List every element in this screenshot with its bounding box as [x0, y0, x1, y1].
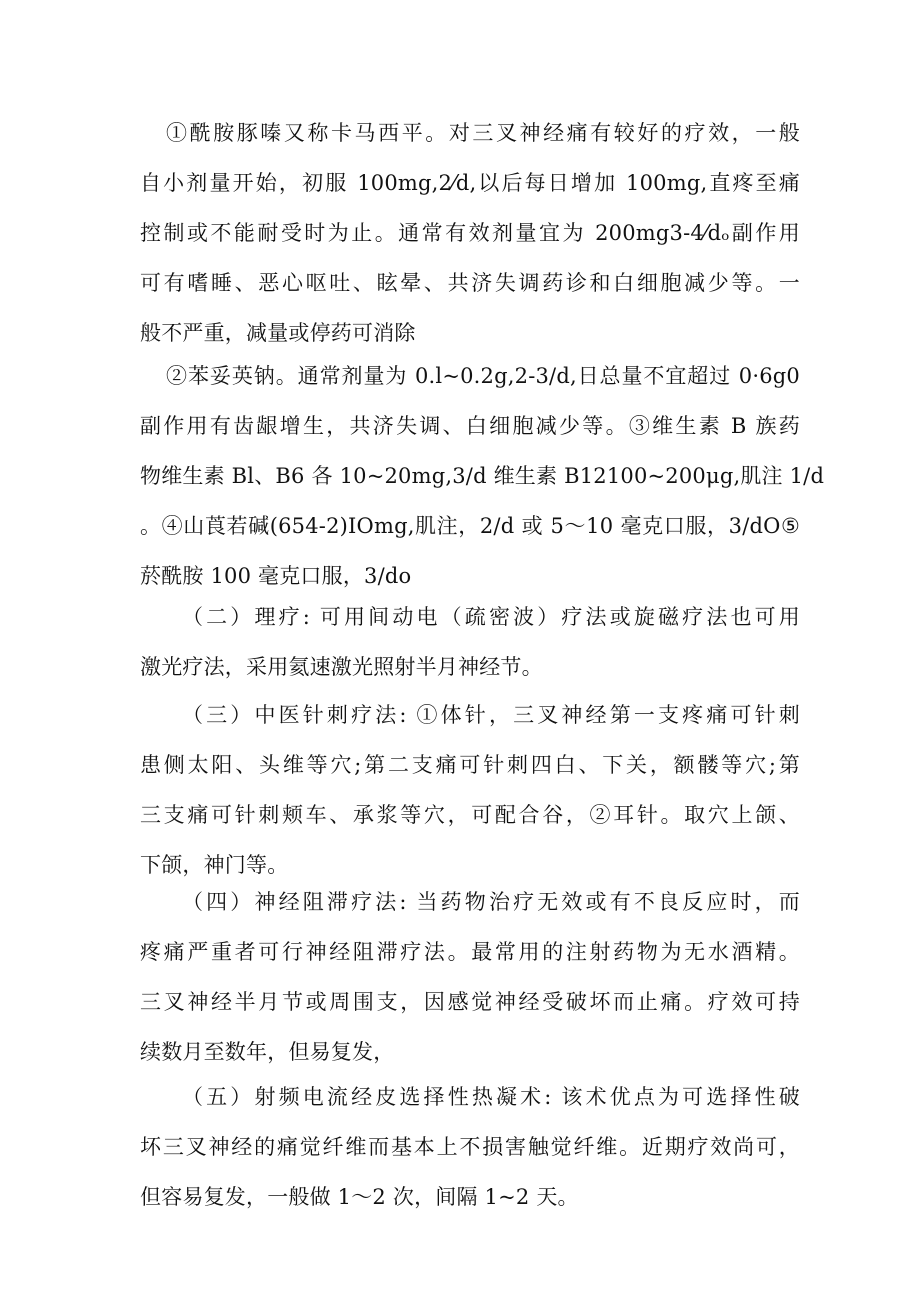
text-line: （五）射频电流经皮选择性热凝术: 该术优点为可选择性破 [182, 1085, 800, 1109]
text-line: （二）理疗: 可用间动电（疏密波）疗法或旋磁疗法也可用 [182, 605, 800, 629]
paragraph-acupuncture [140, 690, 800, 890]
text-line: 控制或不能耐受时为止。通常有效剂量宜为 200mg3-4⁄dₒ副作用 [140, 221, 800, 245]
text-line: 患侧太阳、头维等穴;第二支痛可针刺四白、下关，额髅等穴;第 [140, 753, 800, 777]
text-line: （四）神经阻滞疗法: 当药物治疗无效或有不良反应时，而 [182, 890, 800, 914]
text-line: ①酰胺豚嗪又称卡马西平。对三叉神经痛有较好的疗效，一般 [166, 121, 800, 145]
text-line: ②苯妥英钠。通常剂量为 0.l~0.2g,2-3/d,日总量不宜超过 0·6g0 [166, 364, 800, 388]
text-line: 物维生素 Bl、B6 各 10~20mg,3/d 维生素 B12100~200μg,肌注 1/d [140, 464, 825, 488]
paragraph-physiotherapy [140, 592, 800, 692]
text-line: 三叉神经半月节或周围支，因感觉神经受破坏而止痛。疗效可持 [140, 990, 800, 1014]
text-line: 般不严重，减量或停药可消除 [140, 321, 416, 345]
paragraph-phenytoin [140, 351, 825, 601]
paragraph-carbamazepine [140, 108, 800, 358]
text-line: 。④山莨若碱(654-2)IOmg,肌注，2/d 或 5～10 毫克口服，3/dO⑤ [140, 514, 800, 538]
paragraph-nerve-block [140, 877, 800, 1077]
paragraph-radiofrequency [140, 1072, 800, 1222]
text-line: 激光疗法，采用氦速激光照射半月神经节。 [140, 655, 543, 679]
text-line: 副作用有齿龈增生，共济失调、白细胞减少等。③维生素 B 族药 [140, 414, 800, 438]
text-line: 续数月至数年，但易复发， [140, 1040, 395, 1064]
text-line: 下颌，神门等。 [140, 853, 289, 877]
text-line: （三）中医针刺疗法: ①体针，三叉神经第一支疼痛可针刺 [182, 703, 800, 727]
text-line: 疼痛严重者可行神经阻滞疗法。最常用的注射药物为无水酒精。 [140, 940, 800, 964]
text-line: 但容易复发，一般做 1～2 次，间隔 1~2 天。 [140, 1185, 579, 1209]
text-line: 自小剂量开始，初服 100mg,2⁄d,以后每日增加 100mg,直疼至痛 [140, 171, 800, 195]
text-line: 菸酰胺 100 毫克口服，3/do [140, 564, 412, 588]
text-line: 三支痛可针刺颊车、承浆等穴，可配合谷，②耳针。取穴上颌、 [140, 803, 800, 827]
text-line: 可有嗜睡、恶心呕吐、眩晕、共济失调药诊和白细胞减少等。一 [140, 271, 800, 295]
text-line: 坏三叉神经的痛觉纤维而基本上不损害触觉纤维。近期疗效尚可， [140, 1135, 800, 1159]
